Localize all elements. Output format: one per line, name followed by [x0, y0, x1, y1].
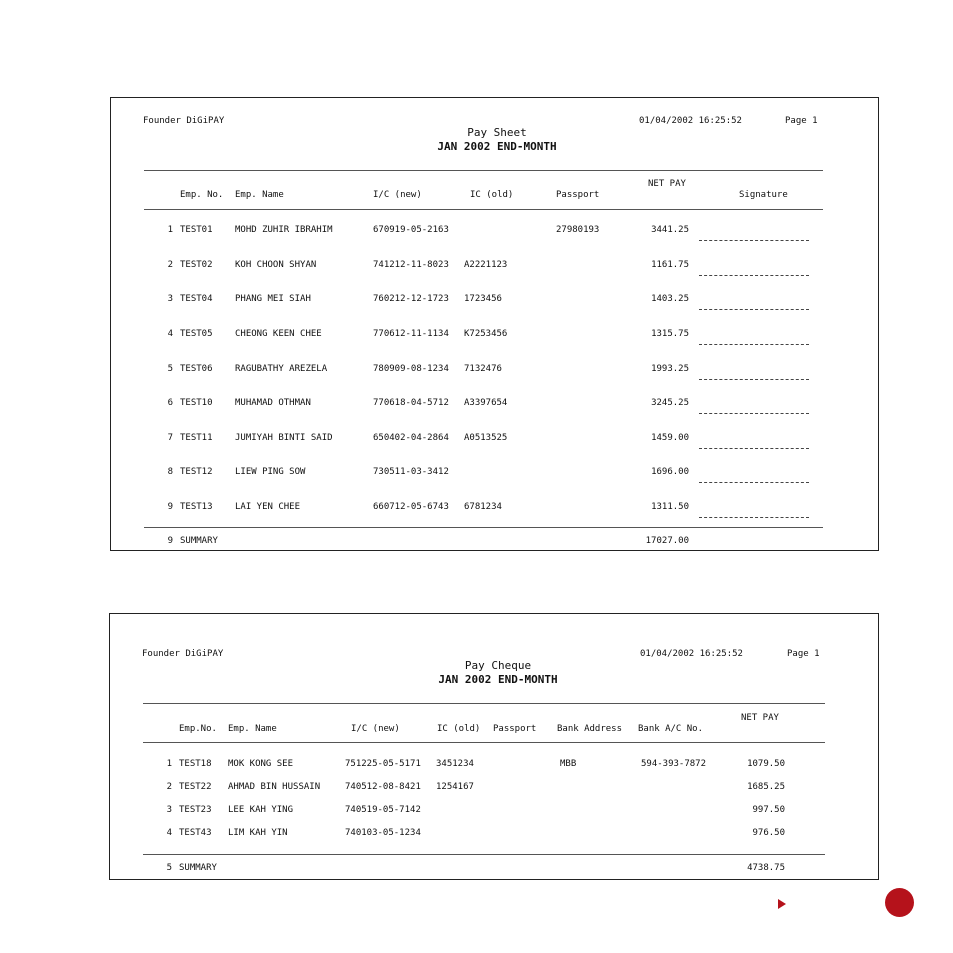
net-pay: 1403.25 — [651, 294, 689, 304]
ic-new: 780909-08-1234 — [373, 364, 449, 374]
ic-new: 760212-12-1723 — [373, 294, 449, 304]
page-number: Page 1 — [787, 649, 820, 659]
play-arrow-icon[interactable] — [778, 899, 786, 909]
signature-line — [699, 309, 809, 310]
net-pay: 1315.75 — [651, 329, 689, 339]
emp-name: MOK KONG SEE — [228, 759, 294, 769]
header-ic-new: I/C (new) — [373, 190, 422, 200]
header-passport: Passport — [493, 724, 537, 734]
table-row — [110, 805, 878, 817]
ic-old: K7253456 — [464, 329, 508, 339]
row-number: 6 — [167, 398, 173, 408]
emp-code: TEST12 — [180, 467, 213, 477]
row-number: 5 — [167, 364, 173, 374]
table-row — [111, 398, 878, 418]
header-emp-no: Emp.No. — [179, 724, 217, 734]
report-title: Pay Cheque — [464, 659, 532, 672]
summary-label: SUMMARY — [179, 863, 217, 873]
header-emp-no: Emp. No. — [180, 190, 224, 200]
table-row — [111, 467, 878, 487]
company-name: Founder DiGiPAY — [142, 649, 224, 659]
emp-name: JUMIYAH BINTI SAID — [235, 433, 333, 443]
divider — [143, 742, 825, 743]
ic-new: 751225-05-5171 — [345, 759, 421, 769]
row-number: 3 — [166, 805, 172, 815]
table-row — [111, 225, 878, 245]
signature-line — [699, 517, 809, 518]
row-number: 4 — [167, 329, 173, 339]
report-title: Pay Sheet — [467, 126, 527, 139]
row-number: 2 — [167, 260, 173, 270]
ic-new: 740103-05-1234 — [345, 828, 421, 838]
row-number: 2 — [166, 782, 172, 792]
emp-code: TEST22 — [179, 782, 212, 792]
table-row — [111, 433, 878, 453]
emp-name: PHANG MEI SIAH — [235, 294, 311, 304]
summary-total: 4738.75 — [747, 863, 785, 873]
report-datetime: 01/04/2002 16:25:52 — [640, 649, 743, 659]
row-number: 4 — [166, 828, 172, 838]
summary-total: 17027.00 — [645, 536, 689, 546]
pay-sheet-report — [110, 97, 879, 551]
emp-name: MUHAMAD OTHMAN — [235, 398, 311, 408]
header-emp-name: Emp. Name — [228, 724, 277, 734]
ic-old: A2221123 — [464, 260, 508, 270]
net-pay: 1161.75 — [651, 260, 689, 270]
signature-line — [699, 413, 809, 414]
report-datetime: 01/04/2002 16:25:52 — [639, 116, 742, 126]
emp-name: LAI YEN CHEE — [235, 502, 301, 512]
header-ic-old: IC (old) — [437, 724, 481, 734]
ic-new: 670919-05-2163 — [373, 225, 449, 235]
signature-line — [699, 482, 809, 483]
ic-new: 740519-05-7142 — [345, 805, 421, 815]
ic-new: 770612-11-1134 — [373, 329, 449, 339]
row-number: 3 — [167, 294, 173, 304]
summary-count: 5 — [166, 863, 172, 873]
signature-line — [699, 240, 809, 241]
ic-new: 741212-11-8023 — [373, 260, 449, 270]
company-name: Founder DiGiPAY — [143, 116, 225, 126]
circle-icon[interactable] — [885, 888, 914, 917]
ic-old: 6781234 — [464, 502, 502, 512]
net-pay: 3441.25 — [651, 225, 689, 235]
emp-code: TEST05 — [180, 329, 213, 339]
signature-line — [699, 448, 809, 449]
header-emp-name: Emp. Name — [235, 190, 284, 200]
emp-name: LEE KAH YING — [228, 805, 294, 815]
net-pay: 1311.50 — [651, 502, 689, 512]
signature-line — [699, 379, 809, 380]
emp-code: TEST43 — [179, 828, 212, 838]
ic-old: 1723456 — [464, 294, 502, 304]
emp-name: RAGUBATHY AREZELA — [235, 364, 328, 374]
emp-code: TEST10 — [180, 398, 213, 408]
pay-cheque-report — [109, 613, 879, 880]
emp-name: AHMAD BIN HUSSAIN — [228, 782, 321, 792]
net-pay: 997.50 — [752, 805, 785, 815]
net-pay: 3245.25 — [651, 398, 689, 408]
emp-code: TEST06 — [180, 364, 213, 374]
emp-code: TEST18 — [179, 759, 212, 769]
emp-name: LIM KAH YIN — [228, 828, 288, 838]
net-pay: 1079.50 — [747, 759, 785, 769]
ic-new: 730511-03-3412 — [373, 467, 449, 477]
ic-new: 650402-04-2864 — [373, 433, 449, 443]
header-passport: Passport — [556, 190, 600, 200]
report-subtitle: JAN 2002 END-MONTH — [438, 673, 558, 686]
row-number: 7 — [167, 433, 173, 443]
ic-old: A3397654 — [464, 398, 508, 408]
emp-name: LIEW PING SOW — [235, 467, 306, 477]
header-bank-address: Bank Address — [557, 724, 623, 734]
table-row — [110, 782, 878, 794]
table-row — [110, 759, 878, 771]
emp-code: TEST01 — [180, 225, 213, 235]
ic-new: 770618-04-5712 — [373, 398, 449, 408]
header-net-pay: NET PAY — [741, 713, 779, 723]
ic-old: 1254167 — [436, 782, 474, 792]
table-row — [110, 828, 878, 840]
net-pay: 976.50 — [752, 828, 785, 838]
ic-old: A0513525 — [464, 433, 508, 443]
row-number: 8 — [167, 467, 173, 477]
divider — [144, 527, 823, 528]
ic-old: 3451234 — [436, 759, 474, 769]
header-signature: Signature — [739, 190, 788, 200]
signature-line — [699, 275, 809, 276]
emp-code: TEST13 — [180, 502, 213, 512]
table-row — [111, 260, 878, 280]
emp-code: TEST23 — [179, 805, 212, 815]
header-ic-old: IC (old) — [470, 190, 514, 200]
divider — [144, 209, 823, 210]
row-number: 1 — [166, 759, 172, 769]
net-pay: 1459.00 — [651, 433, 689, 443]
row-number: 1 — [167, 225, 173, 235]
passport: 27980193 — [556, 225, 600, 235]
signature-line — [699, 344, 809, 345]
bank-address: MBB — [560, 759, 577, 769]
net-pay: 1993.25 — [651, 364, 689, 374]
net-pay: 1696.00 — [651, 467, 689, 477]
table-row — [111, 329, 878, 349]
ic-new: 740512-08-8421 — [345, 782, 421, 792]
table-row — [111, 502, 878, 522]
divider — [143, 703, 825, 704]
summary-label: SUMMARY — [180, 536, 218, 546]
divider — [143, 854, 825, 855]
row-number: 9 — [167, 502, 173, 512]
ic-new: 660712-05-6743 — [373, 502, 449, 512]
net-pay: 1685.25 — [747, 782, 785, 792]
header-bank-ac: Bank A/C No. — [638, 724, 704, 734]
emp-name: CHEONG KEEN CHEE — [235, 329, 322, 339]
emp-name: KOH CHOON SHYAN — [235, 260, 317, 270]
bank-ac: 594-393-7872 — [641, 759, 707, 769]
emp-name: MOHD ZUHIR IBRAHIM — [235, 225, 333, 235]
page-number: Page 1 — [785, 116, 818, 126]
table-row — [111, 364, 878, 384]
report-subtitle: JAN 2002 END-MONTH — [437, 140, 557, 153]
summary-count: 9 — [167, 536, 173, 546]
table-row — [111, 294, 878, 314]
header-ic-new: I/C (new) — [351, 724, 400, 734]
divider — [144, 170, 823, 171]
emp-code: TEST04 — [180, 294, 213, 304]
emp-code: TEST02 — [180, 260, 213, 270]
ic-old: 7132476 — [464, 364, 502, 374]
header-net-pay: NET PAY — [648, 179, 686, 189]
emp-code: TEST11 — [180, 433, 213, 443]
